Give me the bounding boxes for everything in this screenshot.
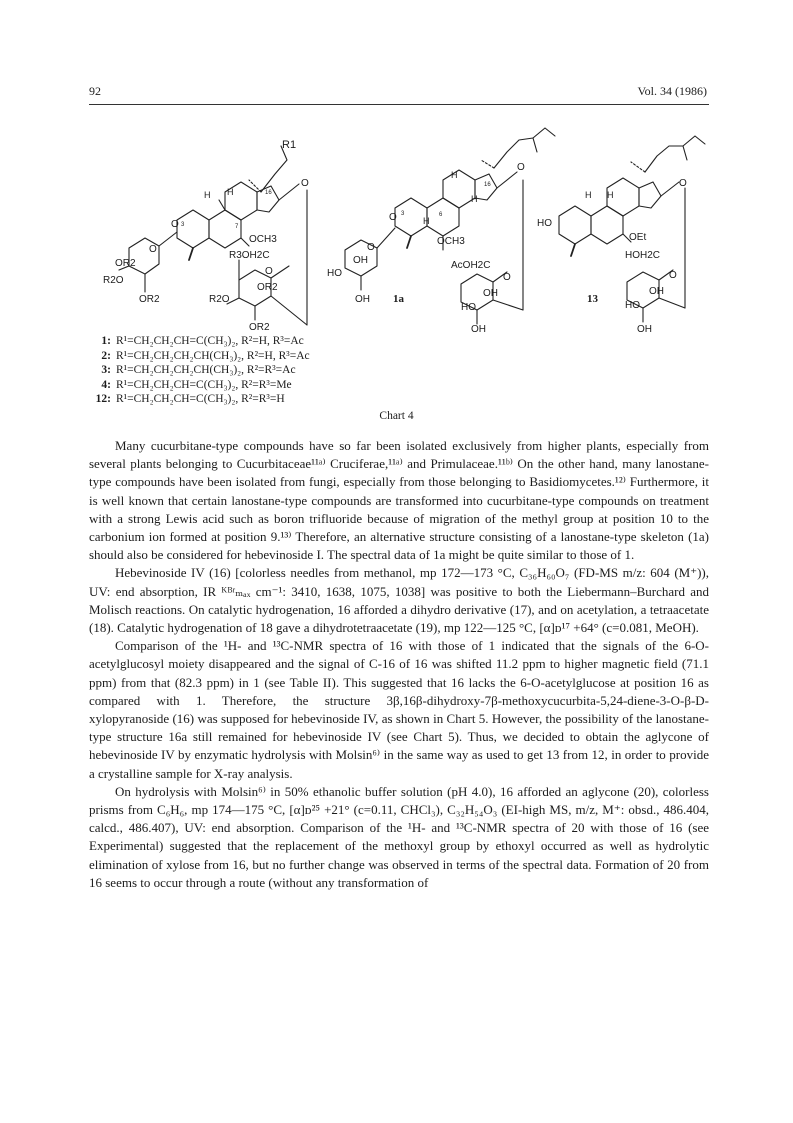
label-ho-13-2: HO <box>625 300 640 311</box>
chemical-structures-figure <box>89 120 719 335</box>
label-ho-1a-2: HO <box>461 302 476 313</box>
label-ho-13: HO <box>537 218 552 229</box>
label-r2o: R2O <box>103 275 124 286</box>
body-text <box>89 437 709 892</box>
label-oh-1a-3: OH <box>483 288 498 299</box>
label-r2o-2: R2O <box>209 294 230 305</box>
page-number: 92 <box>89 84 101 98</box>
label-or2-4: OR2 <box>249 322 270 333</box>
label-o-xyl: O <box>149 244 157 255</box>
label-r1: R1 <box>282 139 297 151</box>
header-rule <box>89 104 709 105</box>
label-o-glc-1a: O <box>503 272 511 283</box>
paragraph: Comparison of the ¹H- and ¹³C-NMR spectra of 16 with those of 1 indicated that the signals of the 6-O-acetylglucosyl moiety disappeared and the signal of C-16 of 16 was shifted 11.2 ppm to higher magnetic field (71.1 ppm) from that (82.3 ppm) in 1 (see Table II). This suggested that 16 lacks the 6-O-acetylglucose at position 16 as compared with 1. Therefore, the structure 3β,16β-dihydroxy-7β-methoxycucurbita-5,24-diene-3-O-β-D-xylopyranoside (16) was supposed for hebevinoside IV, as shown in Chart 5. However, the possibility of the lanostane-type structure 16a still remained for hebevinoside IV (see Chart 5). Thus, we decided to obtain the aglycone of hebevinoside IV by enzymatic hydrolysis with Molsin⁶⁾ in the same way as used to get 13 from 12, in order to provide a crystalline sample for X-ray analysis. <box>89 638 709 781</box>
compound-id: 3: <box>101 364 111 377</box>
label-o-13: O <box>679 178 687 189</box>
compound-row <box>89 363 310 378</box>
journal-volume: Vol. 34 (1986) <box>637 84 707 98</box>
compound-id: 4: <box>101 378 111 391</box>
compound-legend <box>89 334 310 407</box>
label-o-1a: O <box>517 162 525 173</box>
structure-13 <box>559 136 705 322</box>
paragraph: Many cucurbitane-type compounds have so far been isolated exclusively from higher plants, especially from several plants belonging to Cucurbitaceae¹¹ᵃ⁾ Cruciferae,¹¹ᵃ⁾ and Primulaceae.¹¹ᵇ⁾ On the other hand, many lanostane-type compounds have been isolated from fungi, especially from those belonging to Basidiomycetes.¹²⁾ Furthermore, it is well known that certain lanostane-type compounds are transformed into cucurbitane-type compounds on treatment with a strong Lewis acid such as boron trifluoride because of migration of the methyl group at position 10 to the carbonium ion formed at position 9.¹³⁾ Therefore, an alternative structure consisting of a lanostane-type skeleton (1a) should also be considered for hebevinoside I. The spectral data of 1a might be quite similar to those of 1. <box>89 438 709 563</box>
label-3-1a: 3 <box>401 211 405 217</box>
label-h-13-1: H <box>585 190 592 200</box>
label-h1: H <box>204 190 211 200</box>
label-r3oh2c: R3OH2C <box>229 250 270 261</box>
label-7: 7 <box>235 224 239 230</box>
label-oh-13-1: OH <box>649 286 664 297</box>
figure-caption: Chart 4 <box>379 410 414 422</box>
label-6-1a: 6 <box>439 212 443 218</box>
compound-formula: R¹=CH₂CH₂CH=C(CH₃)₂, R²=R³=H <box>116 393 285 406</box>
label-o-xyl-1a: O <box>367 242 375 253</box>
compound-formula: R¹=CH₂CH₂CH=C(CH₃)₂, R²=H, R³=Ac <box>116 335 304 347</box>
compound-label-1a: 1a <box>393 293 404 305</box>
label-hoh2c: HOH2C <box>625 250 661 261</box>
label-h-1a-3: H <box>423 216 430 226</box>
label-h-1a-2: H <box>471 194 478 204</box>
label-oh-1a-4: OH <box>471 324 486 335</box>
label-acoh2c: AcOH2C <box>451 260 491 271</box>
label-h-1a-1: H <box>451 170 458 180</box>
compound-row <box>89 392 310 407</box>
structure-1a <box>345 128 555 324</box>
label-oh-1a-2: OH <box>355 294 370 305</box>
label-oh-13-2: OH <box>637 324 652 335</box>
paragraph: On hydrolysis with Molsin⁶⁾ in 50% ethanolic buffer solution (pH 4.0), 16 afforded an aglycone (20), colorless prisms from C₆H₆, mp 174—175 °C, [α]ᴅ²⁵ +21° (c=0.11, CHCl₃), C₃₂H₅₄O₃ (EI-high MS, m/z, M⁺: obsd., 486.404, calcd., 486.407), UV: end absorption. Comparison of the ¹H- and ¹³C-NMR spectra of 20 with those of 16 (see Experimental) suggested that the replacement of the methoxyl group by ethoxyl occurred as well as hydrolytic elimination of xylose from 16, but no further change was observed in terms of the spectral data. Formation of 20 from 16 seems to occur through a route (without any transformation of <box>89 783 709 890</box>
label-ho-1a-1: HO <box>327 268 342 279</box>
label-oh-1a-1: OH <box>353 255 368 266</box>
label-och3-1a: OCH3 <box>437 236 465 247</box>
compound-row <box>89 334 310 349</box>
label-3: 3 <box>181 222 185 228</box>
label-16: 16 <box>265 190 272 196</box>
compound-id: 12: <box>95 393 111 406</box>
compound-formula: R¹=CH₂CH₂CH₂CH(CH₃)₂, R²=R³=Ac <box>116 364 296 377</box>
label-o-3: O <box>171 219 179 230</box>
label-or2-3: OR2 <box>257 282 278 293</box>
compound-formula: R¹=CH₂CH₂CH=C(CH₃)₂, R²=R³=Me <box>116 378 292 391</box>
label-o-bridge: O <box>301 178 309 189</box>
label-or2-2: OR2 <box>139 294 160 305</box>
compound-row <box>89 378 310 393</box>
paragraph: Hebevinoside IV (16) [colorless needles from methanol, mp 172—173 °C, C₃₆H₆₀O₇ (FD-MS m/z: 604 (M⁺)), UV: end absorption, IR ᴷᴮʳₘₐₓ cm⁻¹: 3410, 1638, 1075, 1038] was positive to both the Liebermann–Burchard and Molisch reactions. On catalytic hydrogenation, 16 afforded a dihydro derivative (17), and on acetylation, a tetraacetate (18). Catalytic hydrogenation of 18 gave a dihydrotetraacetate (19), mp 122—125 °C, [α]ᴅ¹⁷ +64° (c=0.081, MeOH). <box>89 565 709 636</box>
label-o-glc-13: O <box>669 270 677 281</box>
compound-row <box>89 349 310 364</box>
label-o3-1a: O <box>389 212 397 223</box>
label-oet: OEt <box>629 232 647 243</box>
label-h-13-2: H <box>607 190 614 200</box>
compound-id: 1: <box>101 335 111 347</box>
label-o-glc: O <box>265 266 273 277</box>
structure-drawing <box>89 120 719 335</box>
label-och3: OCH3 <box>249 234 277 245</box>
compound-formula: R¹=CH₂CH₂CH₂CH(CH₃)₂, R²=H, R³=Ac <box>116 349 310 362</box>
compound-label-13: 13 <box>587 293 598 305</box>
compound-id: 2: <box>101 349 111 362</box>
label-16-1a: 16 <box>484 182 491 188</box>
label-or2-1: OR2 <box>115 258 136 269</box>
label-h2: H <box>227 187 234 197</box>
